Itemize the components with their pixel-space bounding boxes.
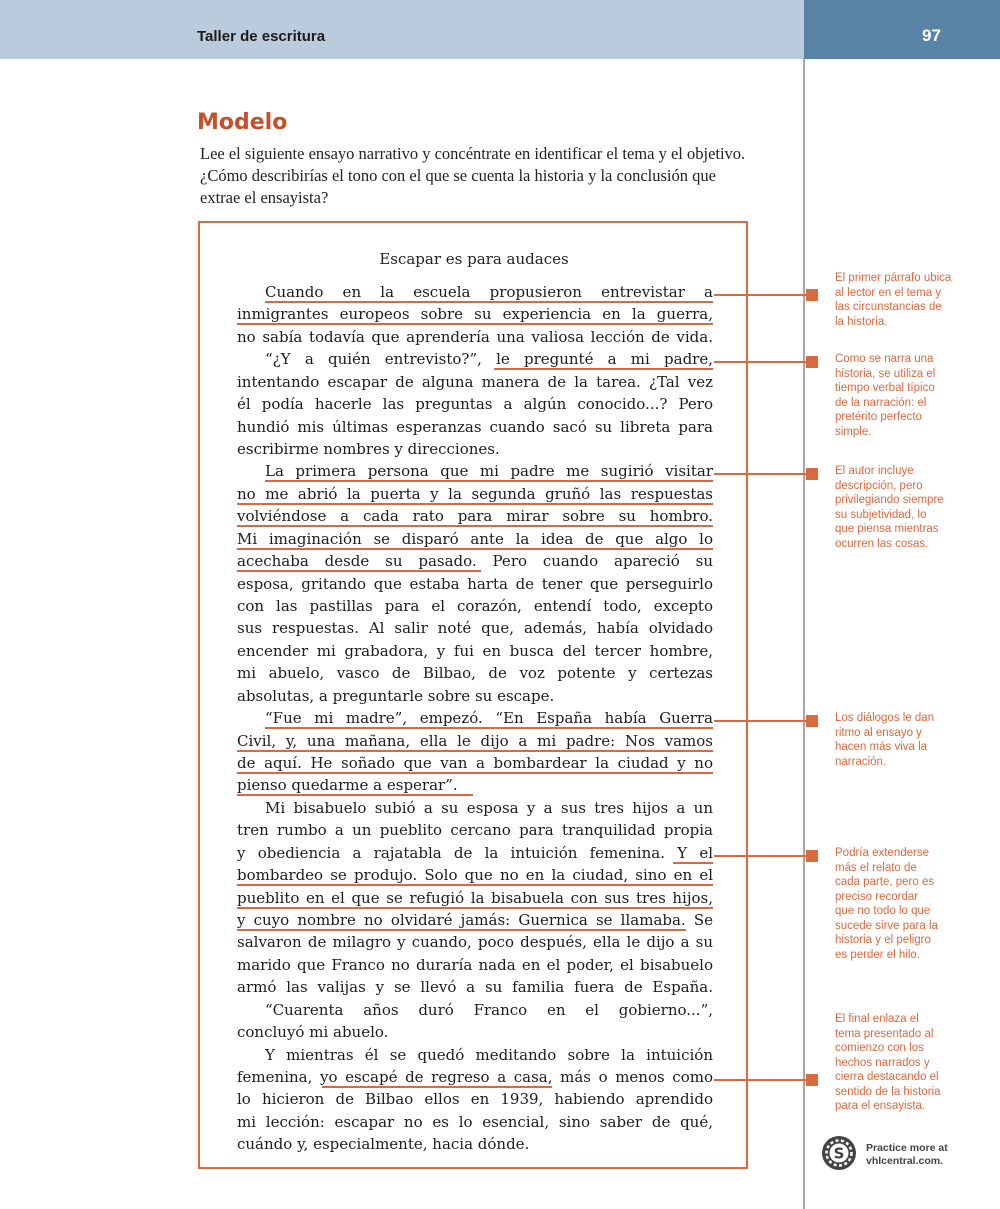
note-line: tema presentado al	[835, 1027, 934, 1040]
essay-line: y obediencia a rajatabla de la intuición femenina. Y el	[237, 844, 713, 862]
highlight-underline	[237, 750, 713, 752]
essay-line: de aquí. He soñado que van a bombardear la ciudad y no	[237, 754, 713, 772]
header-bar	[0, 0, 804, 59]
note-line: ritmo al ensayo y	[835, 726, 922, 739]
margin-note	[835, 711, 975, 769]
highlight-underline	[237, 907, 713, 909]
note-marker	[806, 715, 818, 727]
essay-line: no sabía todavía que aprendería una valiosa lección de vida.	[237, 328, 713, 346]
note-marker	[806, 1074, 818, 1086]
essay-line: concluyó mi abuelo.	[237, 1023, 389, 1041]
note-connector	[714, 473, 806, 475]
note-line: ocurren las cosas.	[835, 537, 929, 550]
note-line: historia, se utiliza el	[835, 367, 936, 380]
highlight-underline	[237, 929, 686, 931]
essay-line: “Fue mi madre”, empezó. “En España había Guerra	[265, 709, 713, 727]
essay-line: él podía hacerle las preguntas a algún conocido...? Pero	[237, 395, 713, 413]
essay-line: encender mi grabadora, y fui en busca del tercer hombre,	[237, 642, 713, 660]
essay-line: Mi bisabuelo subió a su esposa y a sus tres hijos a un	[265, 799, 713, 817]
essay-line: absolutas, a preguntarle sobre su escape.	[237, 687, 555, 705]
essay-line: La primera persona que mi padre me sugirió visitar	[265, 462, 713, 480]
essay-line: bombardeo se produjo. Solo que no en la ciudad, sino en el	[237, 866, 713, 884]
note-line: cierra destacando el	[835, 1071, 939, 1083]
intro-line: extrae el ensayista?	[200, 188, 329, 207]
note-marker	[806, 356, 818, 368]
note-line: historia y el peligro	[835, 934, 931, 946]
note-line: que no todo lo que	[835, 905, 931, 917]
essay-line: Mi imaginación se disparó ante la idea de que algo lo	[237, 530, 713, 548]
essay-line: con las pastillas para el corazón, entendí todo, excepto	[237, 597, 713, 615]
note-line: de la narración: el	[835, 396, 927, 409]
essay-line: Y mientras él se quedó meditando sobre la intuición	[265, 1046, 713, 1064]
margin-note	[835, 464, 975, 551]
note-line: simple.	[835, 425, 872, 438]
essay-line: pienso quedarme a esperar”.	[237, 776, 458, 794]
margin-note	[835, 846, 975, 962]
note-marker	[806, 850, 818, 862]
margin-divider	[803, 59, 805, 1209]
essay-line: Civil, y, una mañana, ella le dijo a mi padre: Nos vamos	[237, 732, 713, 750]
essay-line: mi abuelo, vasco de Bilbao, de voz potente y certezas	[237, 664, 713, 682]
note-connector	[714, 361, 806, 363]
highlight-underline	[673, 862, 713, 864]
essay-line: tren rumbo a un pueblito cercano para tranquilidad propia	[237, 821, 713, 839]
note-marker	[806, 289, 818, 301]
note-connector	[714, 1079, 806, 1081]
note-line: Los diálogos le dan	[835, 712, 935, 724]
note-line: cada parte, pero es	[835, 876, 935, 888]
note-line: El final enlaza el	[835, 1013, 919, 1025]
logo-letter: S	[833, 1144, 845, 1163]
essay-line: “Cuarenta años duró Franco en el gobierno...”,	[265, 1001, 713, 1019]
note-line: sucede sirve para la	[835, 919, 938, 932]
intro-line: ¿Cómo describirías el tono con el que se cuenta la historia y la conclusión que	[200, 166, 716, 185]
note-line: las circunstancias de	[835, 301, 942, 313]
highlight-underline	[265, 480, 713, 482]
note-line: preciso recordar	[835, 890, 919, 903]
note-line: hechos narrados y	[835, 1056, 930, 1069]
practice-url: vhlcentral.com.	[866, 1155, 944, 1167]
note-connector	[714, 720, 806, 722]
essay-line: femenina, yo escapé de regreso a casa, más o menos como	[237, 1068, 713, 1086]
note-line: comienzo con los	[835, 1042, 924, 1054]
note-line: narración.	[835, 755, 887, 768]
practice-line: Practice more at	[866, 1142, 948, 1154]
note-line: su subjetividad, lo	[835, 508, 927, 521]
essay-line: pueblito en el que se refugió la bisabuela con sus tres hijos,	[237, 889, 713, 907]
margin-note	[835, 271, 975, 329]
highlight-underline	[322, 1086, 552, 1088]
note-line: que piensa mientras	[835, 523, 939, 535]
essay-line: esposa, gritando que estaba harta de tener que perseguirlo	[237, 575, 713, 593]
essay-line: intentando escapar de alguna manera de la tarea. ¿Tal vez	[237, 373, 713, 391]
note-line: al lector en el tema y	[835, 286, 942, 299]
essay-line: salvaron de milagro y cuando, poco después, ella le dijo a su	[237, 933, 713, 951]
note-line: El primer párrafo ubica	[835, 272, 952, 284]
highlight-underline	[265, 727, 713, 729]
essay-line: mi lección: escapar no es lo esencial, sino saber de qué,	[237, 1113, 713, 1131]
header-page-tab	[804, 0, 1000, 59]
note-line: tiempo verbal típico	[835, 382, 935, 394]
vhl-practice-logo-icon[interactable]	[821, 1135, 857, 1171]
highlight-underline	[237, 323, 713, 325]
highlight-underline	[237, 772, 713, 774]
note-line: descripción, pero	[835, 479, 923, 492]
note-line: El autor incluye	[835, 465, 914, 477]
note-line: hacen más viva la	[835, 741, 928, 753]
highlight-underline	[237, 884, 713, 886]
essay-line: inmigrantes europeos sobre su experiencia en la guerra,	[237, 305, 713, 323]
essay-line: lo hicieron de Bilbao ellos en 1939, habiendo aprendido	[237, 1090, 713, 1108]
margin-note	[835, 1012, 975, 1114]
highlight-underline	[237, 794, 473, 796]
essay-line: no me abrió la puerta y la segunda gruñó las respuestas	[237, 485, 713, 503]
essay-line: y cuyo nombre no olvidaré jamás: Guernica se llamaba. Se	[237, 911, 713, 929]
note-line: la historia.	[835, 315, 888, 328]
note-line: privilegiando siempre	[835, 494, 944, 506]
chapter-title: Taller de escritura	[197, 28, 326, 45]
essay-line: marido que Franco no duraría nada en el poder, el bisabuelo	[237, 956, 713, 974]
essay-line: escribirme nombres y direcciones.	[237, 440, 500, 458]
note-line: más el relato de	[835, 861, 917, 874]
note-line: Como se narra una	[835, 353, 934, 365]
note-connector	[714, 855, 806, 857]
note-line: es perder el hilo.	[835, 948, 921, 961]
practice-link[interactable]	[866, 1142, 948, 1168]
essay-line: armó las valijas y se llevó a su familia fuera de España.	[237, 978, 713, 996]
section-title: Modelo	[197, 110, 288, 135]
essay-line: hundió mis últimas esperanzas cuando sacó su libreta para	[237, 418, 713, 436]
highlight-underline	[237, 503, 713, 505]
essay-line: cuándo y, especialmente, hacia dónde.	[237, 1135, 530, 1153]
highlight-underline	[265, 301, 713, 303]
note-marker	[806, 468, 818, 480]
note-line: para el ensayista.	[835, 1100, 926, 1112]
note-line: sentido de la historia	[835, 1085, 941, 1098]
essay-title: Escapar es para audaces	[379, 250, 569, 268]
note-line: pretérito perfecto	[835, 411, 922, 423]
intro-line: Lee el siguiente ensayo narrativo y concéntrate en identificar el tema y el objetivo.	[200, 144, 746, 163]
highlight-underline	[237, 525, 713, 527]
margin-note	[835, 352, 975, 439]
intro-paragraph	[200, 143, 760, 209]
essay-line: “¿Y a quién entrevisto?”, le pregunté a mi padre,	[265, 350, 713, 368]
highlight-underline	[237, 570, 481, 572]
highlight-underline	[237, 548, 713, 550]
highlight-underline	[494, 368, 713, 370]
page-number: 97	[922, 26, 941, 45]
essay-line: volviéndose a cada rato para mirar sobre su hombro.	[237, 507, 713, 525]
note-connector	[714, 294, 806, 296]
essay-line: sus respuestas. Al salir noté que, además, había olvidado	[237, 619, 713, 637]
essay-line: Cuando en la escuela propusieron entrevistar a	[265, 283, 713, 301]
note-line: Podría extenderse	[835, 847, 929, 859]
essay-line: acechaba desde su pasado. Pero cuando apareció su	[237, 552, 713, 570]
